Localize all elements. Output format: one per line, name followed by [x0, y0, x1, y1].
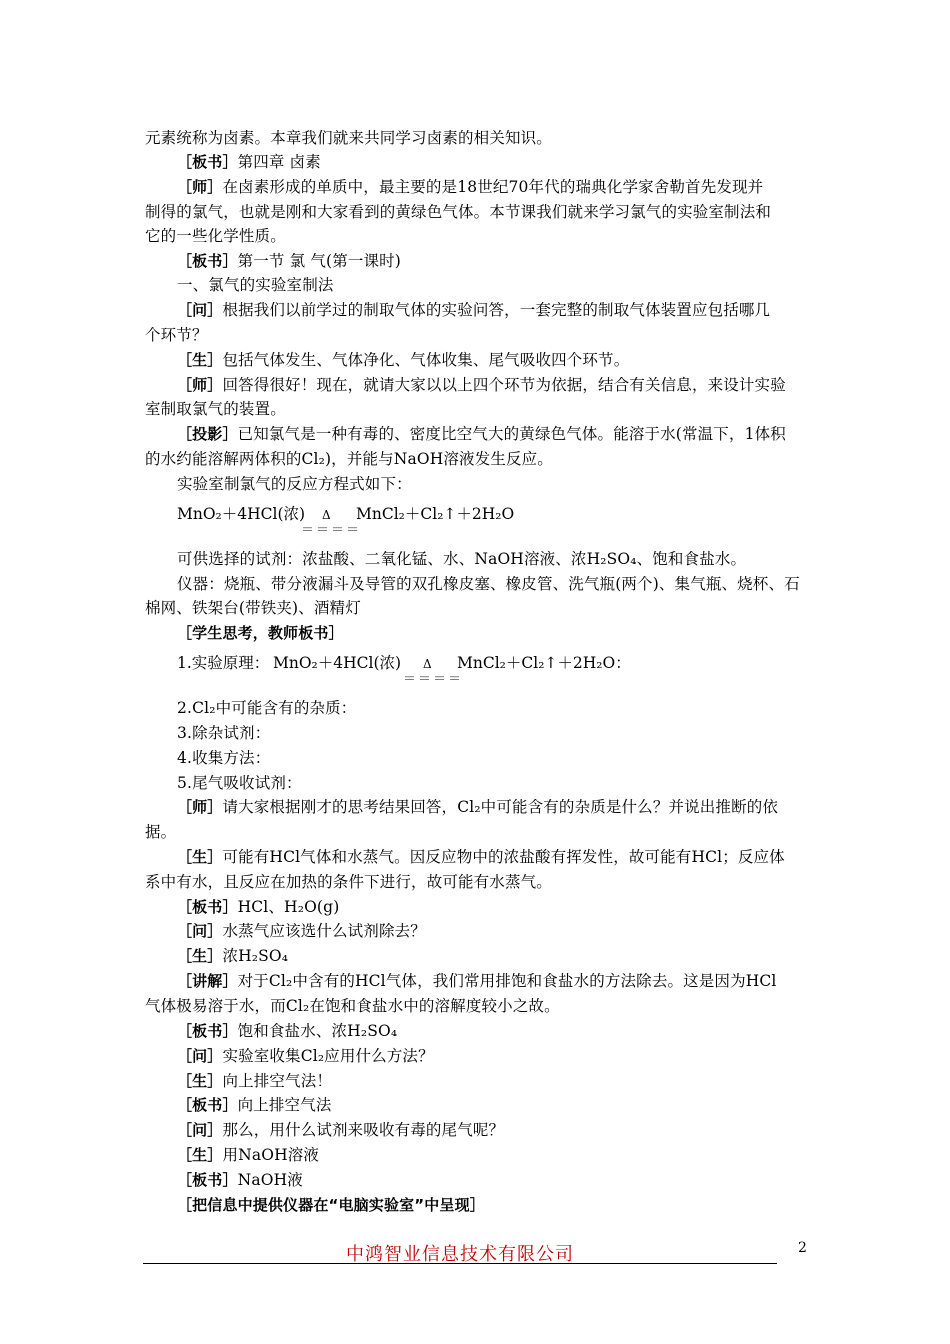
list-item: 4.收集方法：	[177, 749, 271, 767]
paragraph-line: ［师］回答得很好！现在，就请大家以以上四个环节为依据，结合有关信息，来设计实验	[177, 376, 786, 394]
paragraph-line: ［师］在卤素形成的单质中，最主要的是18世纪70年代的瑞典化学家舍勒首先发现并	[177, 178, 764, 196]
list-item: 5.尾气吸收试剂：	[177, 774, 302, 792]
paragraph-line: 它的一些化学性质。	[145, 227, 286, 245]
paragraph-line: ［把信息中提供仪器在“电脑实验室”中呈现］	[177, 1196, 485, 1214]
paragraph-line: ［板书］第一节 氯 气(第一课时)	[177, 252, 402, 270]
paragraph-line: ［问］水蒸气应该选什么试剂除去？	[177, 922, 426, 940]
paragraph-line: ［板书］第四章 卤素	[177, 153, 321, 171]
paragraph-line: ［板书］HCl、H₂O(g)	[177, 898, 340, 916]
section-heading: 一、氯气的实验室制法	[177, 276, 334, 294]
equals-sign: ＝＝＝＝	[301, 523, 362, 538]
equation-reactants: MnO₂＋4HCl(浓)	[273, 654, 402, 672]
paragraph-line: ［讲解］对于Cl₂中含有的HCl气体，我们常用排饱和食盐水的方法除去。这是因为HCl	[177, 972, 777, 990]
equals-sign: ＝＝＝＝	[403, 672, 464, 687]
paragraph-line: ［生］包括气体发生、气体净化、气体收集、尾气吸收四个环节。	[177, 351, 630, 369]
paragraph-line: 系中有水，且反应在加热的条件下进行，故可能有水蒸气。	[145, 873, 552, 891]
paragraph-line: ［问］根据我们以前学过的制取气体的实验问答，一套完整的制取气体装置应包括哪几	[177, 301, 771, 319]
paragraph-line: 个环节？	[145, 326, 208, 344]
list-item: 3.除杂试剂：	[177, 724, 271, 742]
heat-symbol: Δ	[322, 508, 331, 522]
equation-reactants: MnO₂＋4HCl(浓)	[177, 505, 306, 523]
footer-company-name: 中鸿智业信息技术有限公司	[346, 1244, 574, 1265]
paragraph-line: ［板书］NaOH液	[177, 1171, 303, 1189]
equation-products: MnCl₂＋Cl₂↑＋2H₂O	[356, 505, 515, 523]
paragraph-line: 制得的氯气，也就是刚和大家看到的黄绿色气体。本节课我们就来学习氯气的实验室制法和	[145, 203, 772, 221]
paragraph-line: 元素统称为卤素。本章我们就来共同学习卤素的相关知识。	[145, 129, 552, 147]
paragraph-line: 仪器：烧瓶、带分液漏斗及导管的双孔橡皮塞、橡皮管、洗气瓶(两个)、集气瓶、烧杯、石	[177, 575, 800, 593]
page-number: 2	[798, 1240, 807, 1256]
paragraph-line: ［问］那么，用什么试剂来吸收有毒的尾气呢？	[177, 1121, 505, 1139]
paragraph-line: 可供选择的试剂：浓盐酸、二氧化锰、水、NaOH溶液、浓H₂SO₄、饱和食盐水。	[177, 550, 747, 568]
paragraph-line: ［投影］已知氯气是一种有毒的、密度比空气大的黄绿色气体。能溶于水(常温下，1体积	[177, 425, 786, 443]
equation-prefix: 1.实验原理：	[177, 654, 270, 672]
paragraph-line: ［生］可能有HCl气体和水蒸气。因反应物中的浓盐酸有挥发性，故可能有HCl；反应体	[177, 848, 785, 866]
paragraph-line: ［学生思考，教师板书］	[177, 624, 344, 642]
paragraph-line: 气体极易溶于水，而Cl₂在饱和食盐水中的溶解度较小之故。	[145, 997, 560, 1015]
paragraph-line: ［板书］饱和食盐水、浓H₂SO₄	[177, 1022, 398, 1040]
paragraph-line: 实验室制氯气的反应方程式如下：	[177, 475, 412, 493]
list-item: 2.Cl₂中可能含有的杂质：	[177, 699, 357, 717]
paragraph-line: 的水约能溶解两体积的Cl₂)，并能与NaOH溶液发生反应。	[145, 450, 553, 468]
paragraph-line: ［生］向上排空气法！	[177, 1072, 333, 1090]
heat-symbol: Δ	[423, 657, 432, 671]
paragraph-line: ［师］请大家根据刚才的思考结果回答，Cl₂中可能含有的杂质是什么？并说出推断的依	[177, 798, 779, 816]
footer-rule	[143, 1263, 777, 1264]
equation-products: MnCl₂＋Cl₂↑＋2H₂O：	[457, 654, 631, 672]
paragraph-line: ［问］实验室收集Cl₂应用什么方法？	[177, 1047, 434, 1065]
paragraph-line: 据。	[145, 823, 177, 841]
paragraph-line: ［板书］向上排空气法	[177, 1096, 332, 1114]
paragraph-line: 棉网、铁架台(带铁夹)、酒精灯	[145, 599, 361, 617]
paragraph-line: 室制取氯气的装置。	[145, 400, 286, 418]
paragraph-line: ［生］浓H₂SO₄	[177, 947, 289, 965]
paragraph-line: ［生］用NaOH溶液	[177, 1146, 320, 1164]
